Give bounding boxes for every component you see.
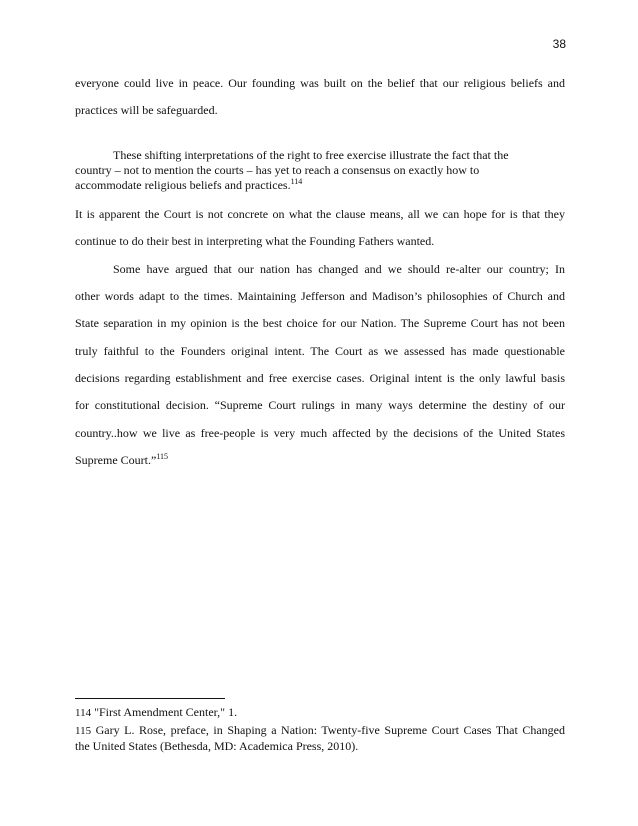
footnote-ref-114: 114 bbox=[290, 177, 303, 186]
body-line: country..how we live as free-people is very much affected by the decisions of the United States bbox=[75, 426, 565, 440]
footnote-separator bbox=[75, 698, 225, 699]
quote-text: accommodate religious beliefs and practices. bbox=[75, 178, 291, 192]
body-line: Some have argued that our nation has changed and we should re-alter our country; In bbox=[113, 262, 565, 276]
quote-line: These shifting interpretations of the right to free exercise illustrate the fact that the bbox=[113, 148, 509, 162]
quote-line: country – not to mention the courts – has yet to reach a consensus on exactly how to bbox=[75, 163, 480, 177]
body-line: practices will be safeguarded. bbox=[75, 103, 218, 117]
quote-line-last bbox=[75, 178, 302, 193]
body-line: State separation in my opinion is the best choice for our Nation. The Supreme Court has not been bbox=[75, 316, 565, 330]
body-line: for constitutional decision. “Supreme Court rulings in many ways determine the destiny of our bbox=[75, 398, 565, 412]
footnote-115 bbox=[75, 723, 565, 738]
footnote-ref-115: 115 bbox=[156, 452, 169, 461]
body-line: truly faithful to the Founders original intent. The Court as we assessed has made questionable bbox=[75, 344, 565, 358]
body-line: everyone could live in peace. Our founding was built on the belief that our religious beliefs and bbox=[75, 76, 565, 90]
body-line: decisions regarding establishment and free exercise cases. Original intent is the only lawful basis bbox=[75, 371, 565, 385]
page-number: 38 bbox=[552, 37, 566, 51]
body-line: other words adapt to the times. Maintaining Jefferson and Madison’s philosophies of Church and bbox=[75, 289, 565, 303]
footnote-number: 115 bbox=[75, 725, 92, 737]
footnote-114 bbox=[75, 705, 565, 720]
footnote-number: 114 bbox=[75, 707, 92, 719]
body-line: continue to do their best in interpreting what the Founding Fathers wanted. bbox=[75, 234, 435, 248]
body-line: It is apparent the Court is not concrete on what the clause means, all we can hope for is that they bbox=[75, 207, 565, 221]
footnote-115-cont: the United States (Bethesda, MD: Academica Press, 2010). bbox=[75, 739, 359, 753]
footnote-text: "First Amendment Center," 1. bbox=[94, 705, 238, 719]
body-line-last bbox=[75, 453, 168, 468]
footnote-text: Gary L. Rose, preface, in Shaping a Nation: Twenty-five Supreme Court Cases That Changed bbox=[95, 723, 565, 737]
body-text: Supreme Court.” bbox=[75, 453, 157, 467]
